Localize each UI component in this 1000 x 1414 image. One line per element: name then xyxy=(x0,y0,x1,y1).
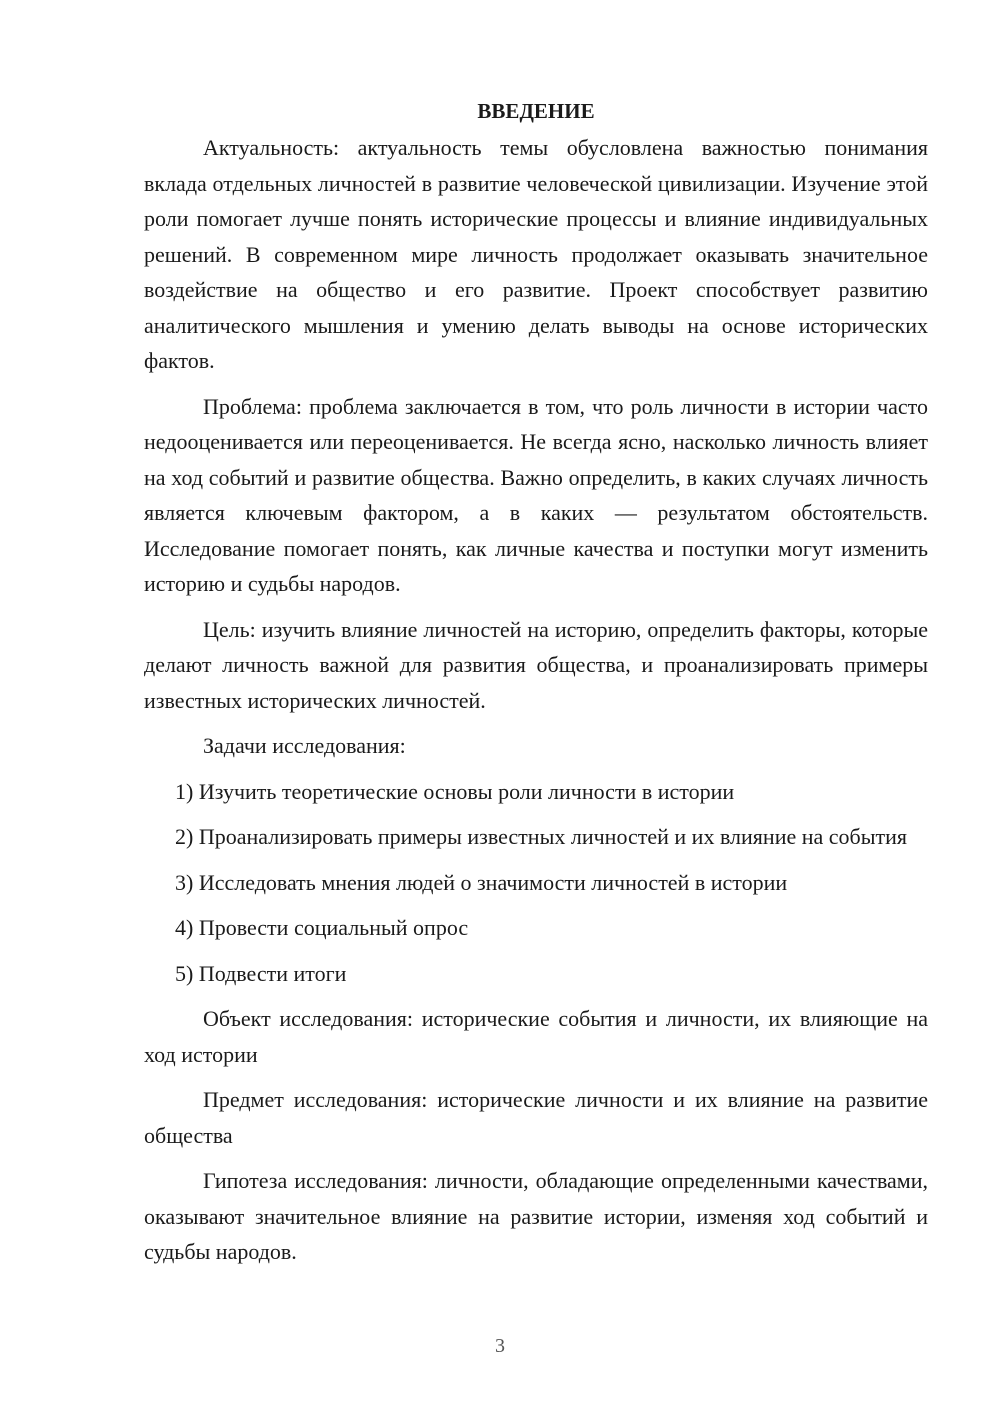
subject-paragraph: Предмет исследования: исторические личности и их влияние на развитие общества xyxy=(144,1087,928,1148)
document-page xyxy=(144,96,928,1280)
problem-paragraph: Проблема: проблема заключается в том, что роль личности в истории часто недооценивается или переоценивается. Не всегда ясно, насколько личность влияет на ход событий и развитие общества. Важно определить, в каких случаях личность является ключевым фактором, а в каких — результатом обстоятельств. Исследование помогает понять, как личные качества и поступки могут изменить историю и судьбы народов. xyxy=(144,393,928,596)
goal-paragraph: Цель: изучить влияние личностей на историю, определить факторы, которые делают личность важной для развития общества, и проанализировать примеры известных исторических личностей. xyxy=(144,616,928,713)
task-item-5: 5) Подвести итоги xyxy=(175,960,347,986)
task-item-4: 4) Провести социальный опрос xyxy=(175,915,469,940)
task-item-3: 3) Исследовать мнения людей о значимости личностей в истории xyxy=(175,869,788,895)
object-paragraph: Объект исследования: исторические события и личности, их влияющие на ход истории xyxy=(144,1006,928,1067)
task-item-2: 2) Проанализировать примеры известных личностей и их влияние на события xyxy=(175,824,908,849)
hypothesis-paragraph: Гипотеза исследования: личности, обладающие определенными качествами, оказывают значительное влияние на развитие истории, изменяя ход событий и судьбы народов. xyxy=(144,1168,928,1264)
task-item-1: 1) Изучить теоретические основы роли личности в истории xyxy=(175,778,735,804)
page-number: 3 xyxy=(495,1335,505,1357)
relevance-paragraph: Актуальность: актуальность темы обусловлена важностью понимания вклада отдельных личностей в развитие человеческой цивилизации. Изучение этой роли помогает лучше понять исторические процессы и влияние индивидуальных решений. В современном мире личность продолжает оказывать значительное воздействие на общество и его развитие. Проект способствует развитию аналитического мышления и умению делать выводы на основе исторических фактов. xyxy=(144,135,928,373)
tasks-heading: Задачи исследования: xyxy=(203,733,406,758)
page-title: ВВЕДЕНИЕ xyxy=(477,99,595,123)
